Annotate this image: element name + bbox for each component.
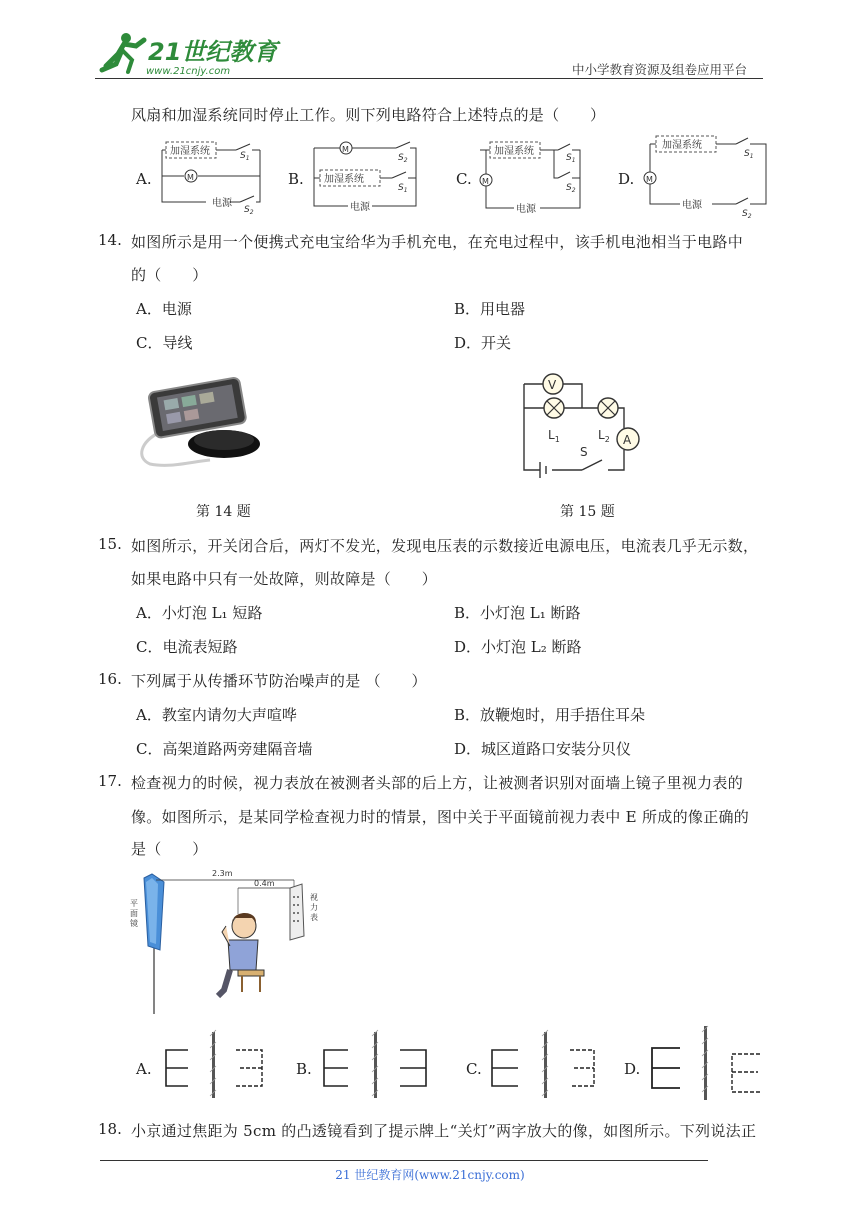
q14-option-b[interactable]: B．用电器 <box>454 300 526 318</box>
svg-text:M: M <box>187 173 194 182</box>
svg-text:电源: 电源 <box>212 198 232 209</box>
q18-number: 18. <box>98 1120 122 1138</box>
q15-option-b[interactable]: B．小灯泡 L₁ 断路 <box>454 604 581 622</box>
platform-title: 中小学教育资源及组卷应用平台 <box>572 62 748 77</box>
svg-text:0.4m: 0.4m <box>254 879 275 888</box>
q18-text-1: 小京通过焦距为 5cm 的凸透镜看到了提示牌上“关灯”两字放大的像，如图所示。下列说法正 <box>131 1122 757 1140</box>
eye-test-scene <box>122 866 332 1016</box>
q15-text-2: 如果电路中只有一处故障，则故障是（ ） <box>131 570 438 588</box>
footer-divider <box>100 1160 708 1161</box>
svg-text:视: 视 <box>310 893 318 902</box>
q13-option-c-label[interactable]: C. <box>456 170 472 188</box>
svg-text:S1: $S_1$ <box>744 149 754 160</box>
svg-text:M: M <box>646 175 653 184</box>
q13-option-b-label[interactable]: B. <box>288 170 304 188</box>
q15-option-a[interactable]: A．小灯泡 L₁ 短路 <box>136 604 263 622</box>
q13-text: 风扇和加湿系统同时停止工作。则下列电路符合上述特点的是（ ） <box>131 106 606 124</box>
svg-text:S1: $S_1$ <box>566 153 576 164</box>
svg-text:加湿系统: 加湿系统 <box>494 146 534 157</box>
q16-text-1: 下列属于从传播环节防治噪声的是 （ ） <box>131 672 427 690</box>
svg-text:平: 平 <box>130 899 138 908</box>
q14-text-2: 的（ ） <box>131 266 208 284</box>
svg-text:L2: $L_2$ <box>598 428 610 444</box>
svg-text:S2: $S_2$ <box>244 205 254 216</box>
svg-text:2.3m: 2.3m <box>212 869 233 878</box>
q14-text-1: 如图所示是用一个便携式充电宝给华为手机充电，在充电过程中，该手机电池相当于电路中 <box>131 233 744 251</box>
q14-caption: 第 14 题 <box>196 504 251 520</box>
svg-text:加湿系统: 加湿系统 <box>324 174 364 185</box>
svg-text:力: 力 <box>310 903 318 912</box>
site-logo <box>92 30 278 78</box>
svg-text:加湿系统: 加湿系统 <box>662 140 702 151</box>
q14-number: 14. <box>98 231 122 249</box>
q17-option-a-label[interactable]: A. <box>136 1060 152 1078</box>
q13-option-d-label[interactable]: D. <box>618 170 635 188</box>
svg-text:V: V <box>548 378 557 392</box>
header-divider <box>95 78 763 79</box>
svg-text:M: M <box>342 145 349 154</box>
q13-circuit-a <box>160 138 268 214</box>
q17-option-c-label[interactable]: C. <box>466 1060 482 1078</box>
q15-number: 15. <box>98 535 122 553</box>
runner-logo-icon <box>102 33 144 72</box>
q16-option-b[interactable]: B．放鞭炮时，用手捂住耳朵 <box>454 706 646 724</box>
svg-text:电源: 电源 <box>516 204 536 215</box>
q13-option-a-label[interactable]: A. <box>136 170 152 188</box>
svg-text:S: S <box>580 445 588 459</box>
logo-text: 21世纪教育 <box>148 38 278 66</box>
q17-number: 17. <box>98 772 122 790</box>
q16-option-a[interactable]: A．教室内请勿大声喧哗 <box>136 706 297 724</box>
q14-option-c[interactable]: C．导线 <box>136 334 193 352</box>
q17-text-2: 像。如图所示，是某同学检查视力时的情景，图中关于平面镜前视力表中 E 所成的像正确的 <box>131 808 750 826</box>
q15-circuit-diagram <box>518 366 648 476</box>
q15-text-1: 如图所示，开关闭合后，两灯不发光，发现电压表的示数接近电源电压，电流表几乎无示数， <box>131 537 759 555</box>
phone-charging-image <box>130 372 270 472</box>
svg-text:L1: $L_1$ <box>548 428 560 444</box>
svg-text:S1: $S_1$ <box>240 151 250 162</box>
footer-text[interactable]: 21 世纪教育网(www.21cnjy.com) <box>335 1168 525 1182</box>
q14-option-d[interactable]: D．开关 <box>454 334 512 352</box>
q17-option-d-figure[interactable] <box>646 1024 766 1102</box>
svg-text:面: 面 <box>130 909 138 918</box>
q15-caption: 第 15 题 <box>560 504 615 520</box>
svg-text:镜: 镜 <box>130 919 138 928</box>
svg-text:S2: $S_2$ <box>742 209 752 220</box>
q17-text-3: 是（ ） <box>131 840 208 858</box>
q13-circuit-b <box>312 138 420 214</box>
svg-text:A: A <box>623 433 632 447</box>
q17-option-a-figure[interactable] <box>160 1028 270 1102</box>
q17-option-b-label[interactable]: B. <box>296 1060 312 1078</box>
logo-url-text: www.21cnjy.com <box>146 66 231 77</box>
q17-option-b-figure[interactable] <box>318 1028 438 1102</box>
q16-number: 16. <box>98 670 122 688</box>
q17-option-c-figure[interactable] <box>486 1028 606 1102</box>
svg-text:电源: 电源 <box>682 200 702 211</box>
svg-text:S2: $S_2$ <box>398 153 408 164</box>
q16-option-c[interactable]: C．高架道路两旁建隔音墙 <box>136 740 313 758</box>
q15-option-c[interactable]: C．电流表短路 <box>136 638 238 656</box>
svg-text:M: M <box>482 177 489 186</box>
q17-option-d-label[interactable]: D. <box>624 1060 641 1078</box>
q15-option-d[interactable]: D．小灯泡 L₂ 断路 <box>454 638 582 656</box>
svg-text:S2: $S_2$ <box>566 183 576 194</box>
q17-text-1: 检查视力的时候，视力表放在被测者头部的后上方，让被测者识别对面墙上镜子里视力表的 <box>131 774 744 792</box>
q16-option-d[interactable]: D．城区道路口安装分贝仪 <box>454 740 632 758</box>
svg-text:S1: $S_1$ <box>398 183 408 194</box>
svg-text:加湿系统: 加湿系统 <box>170 146 210 157</box>
svg-text:表: 表 <box>310 913 318 922</box>
q13-circuit-c <box>478 138 588 216</box>
svg-text:电源: 电源 <box>350 202 370 213</box>
q13-circuit-d <box>640 130 770 220</box>
q14-option-a[interactable]: A．电源 <box>136 300 192 318</box>
